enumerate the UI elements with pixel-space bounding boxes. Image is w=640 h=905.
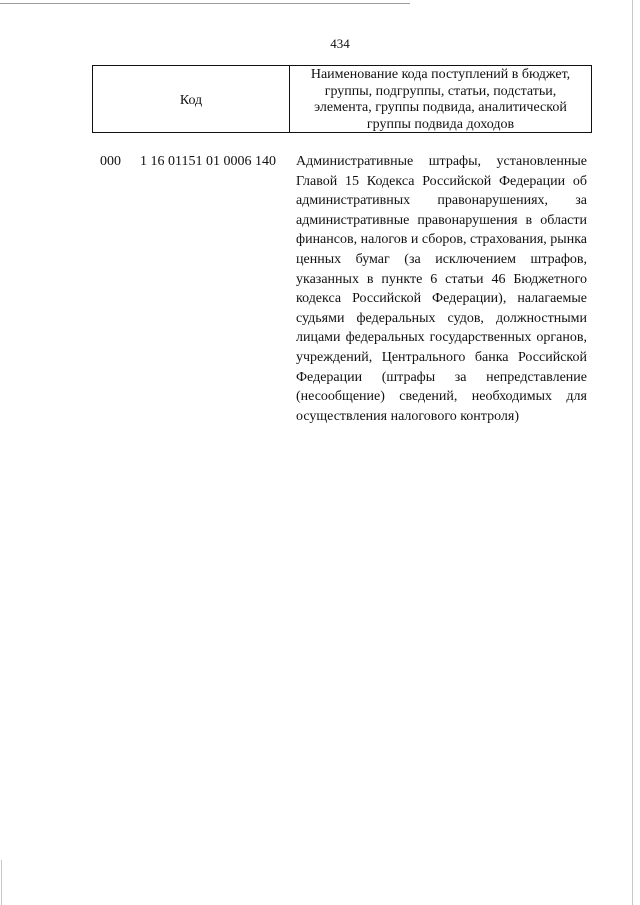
- revenue-description: Административные штрафы, установленные Главой 15 Кодекса Российской Федерации об административных правонарушениях, за административные правонарушения в области финансов, налогов и сборов, страхования, рынка ценных бумаг (за исключением штрафов, указанных в пункте 6 статьи 46 Бюджетного кодекса Российской Федерации), налагаемые судьями федеральных судов, должностными лицами федеральных государственных органов, учреждений, Центрального банка Российской Федерации (штрафы за непредставление (несообщение) сведений, необходимых для осуществления налогового контроля): [296, 154, 587, 424]
- admin-code: 000: [100, 154, 121, 169]
- scan-edge-top: [0, 3, 410, 4]
- page-number: 434: [330, 36, 350, 51]
- revenue-code: 1 16 01151 01 0006 140: [140, 154, 276, 169]
- header-code-cell: Код: [93, 66, 290, 132]
- scan-edge-left: [1, 860, 2, 905]
- scan-edge-right: [632, 0, 633, 905]
- header-name-cell: Наименование кода поступлений в бюджет, группы, подгруппы, статьи, подстатьи, элемента, группы подвида, аналитической группы подвида доходов: [310, 67, 571, 132]
- table-header: [92, 65, 592, 133]
